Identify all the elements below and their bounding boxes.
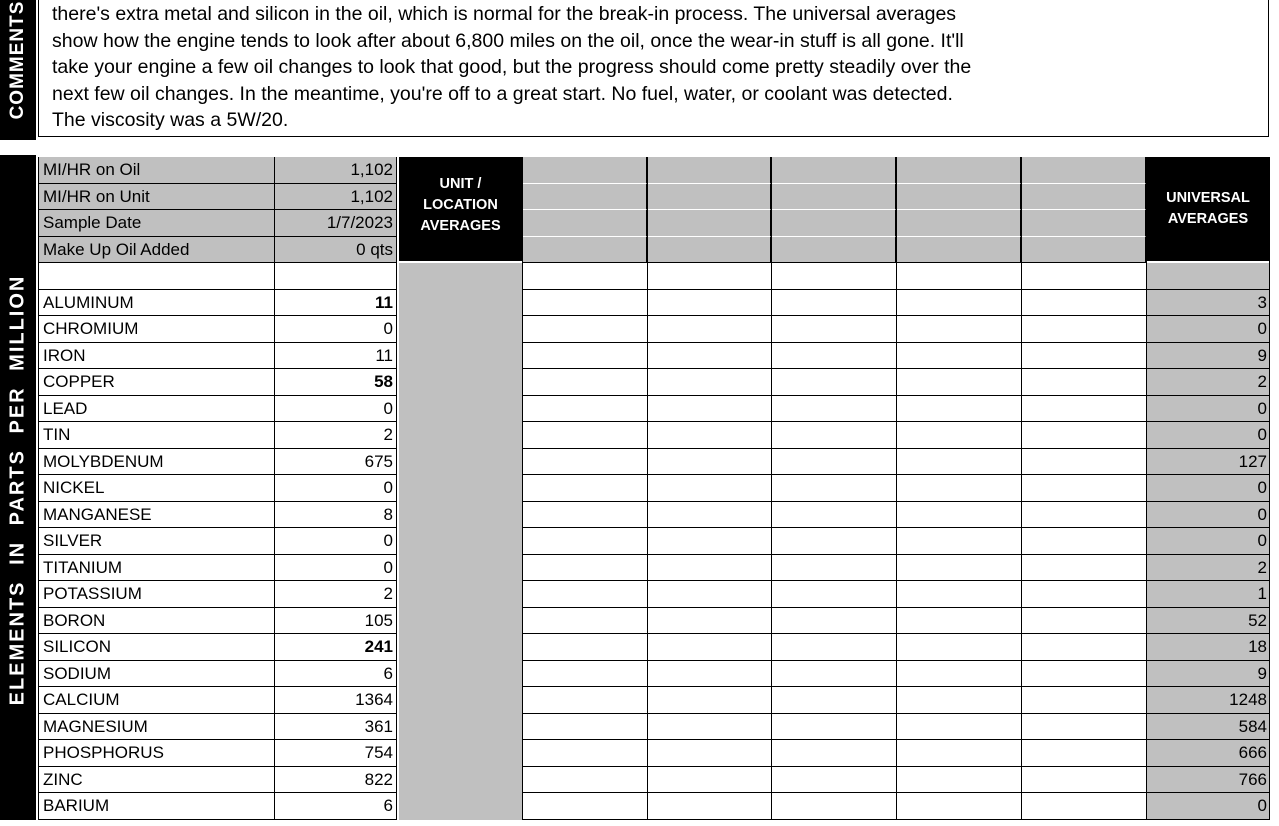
history-header-cell bbox=[1021, 210, 1146, 237]
history-gridline bbox=[522, 607, 1146, 608]
sample-info-value: 0 qts bbox=[275, 237, 397, 264]
universal-average-value: 127 bbox=[1146, 449, 1270, 476]
element-value: 754 bbox=[275, 740, 397, 767]
element-value: 1364 bbox=[275, 687, 397, 714]
history-gridline bbox=[522, 501, 1146, 502]
elements-label: ELEMENTS IN PARTS PER MILLION bbox=[6, 274, 29, 706]
history-header-cell bbox=[1021, 184, 1146, 211]
history-header-cell bbox=[896, 210, 1021, 237]
sample-info-label: Sample Date bbox=[38, 210, 275, 237]
element-name: BORON bbox=[38, 608, 275, 635]
element-name: COPPER bbox=[38, 369, 275, 396]
elements-side-label bbox=[0, 155, 36, 820]
history-gridline bbox=[522, 819, 1146, 820]
element-value: 0 bbox=[275, 396, 397, 423]
universal-average-value: 1 bbox=[1146, 581, 1270, 608]
comment-line: take your engine a few oil changes to look that good, but the progress should come pretty steadily over the bbox=[52, 56, 972, 78]
history-header-cell bbox=[647, 157, 771, 184]
history-gridline bbox=[522, 686, 1146, 687]
universal-average-value: 1248 bbox=[1146, 687, 1270, 714]
element-name: LEAD bbox=[38, 396, 275, 423]
element-name: PHOSPHORUS bbox=[38, 740, 275, 767]
comments-text bbox=[52, 1, 1252, 134]
element-name: BARIUM bbox=[38, 793, 275, 820]
comment-line: The viscosity was a 5W/20. bbox=[52, 109, 289, 131]
history-header-cell bbox=[522, 184, 647, 211]
history-column-divider bbox=[1021, 157, 1022, 820]
element-value: 0 bbox=[275, 528, 397, 555]
element-value: 11 bbox=[275, 290, 397, 317]
element-name: SODIUM bbox=[38, 661, 275, 688]
universal-average-value: 0 bbox=[1146, 793, 1270, 820]
history-column-divider bbox=[771, 157, 772, 820]
element-name: TIN bbox=[38, 422, 275, 449]
history-gridline bbox=[522, 395, 1146, 396]
element-value: 0 bbox=[275, 316, 397, 343]
element-value: 105 bbox=[275, 608, 397, 635]
universal-header-line: UNIVERSAL bbox=[1166, 190, 1250, 206]
element-value: 822 bbox=[275, 767, 397, 794]
history-gridline bbox=[522, 739, 1146, 740]
history-gridline bbox=[522, 580, 1146, 581]
spacer-row-value bbox=[275, 263, 397, 290]
universal-average-value: 2 bbox=[1146, 555, 1270, 582]
element-name: CHROMIUM bbox=[38, 316, 275, 343]
element-name: NICKEL bbox=[38, 475, 275, 502]
history-header-cell bbox=[896, 184, 1021, 211]
history-header-cell bbox=[1021, 157, 1146, 184]
universal-average-value: 0 bbox=[1146, 422, 1270, 449]
universal-average-value: 766 bbox=[1146, 767, 1270, 794]
sample-info-label: MI/HR on Oil bbox=[38, 157, 275, 184]
history-gridline bbox=[522, 262, 1146, 263]
element-name: SILVER bbox=[38, 528, 275, 555]
history-gridline bbox=[522, 342, 1146, 343]
history-gridline bbox=[522, 633, 1146, 634]
element-name: IRON bbox=[38, 343, 275, 370]
element-value: 2 bbox=[275, 581, 397, 608]
universal-header-line: AVERAGES bbox=[1167, 211, 1249, 227]
history-gridline bbox=[522, 421, 1146, 422]
history-gridline bbox=[522, 713, 1146, 714]
history-header-cell bbox=[522, 157, 647, 184]
history-header-cell bbox=[647, 184, 771, 211]
element-value: 11 bbox=[275, 343, 397, 370]
universal-average-value: 9 bbox=[1146, 661, 1270, 688]
comment-line: there's extra metal and silicon in the oil, which is normal for the break-in process. The universal averages bbox=[52, 3, 957, 25]
element-value: 8 bbox=[275, 502, 397, 529]
universal-average-value: 0 bbox=[1146, 502, 1270, 529]
element-value: 241 bbox=[275, 634, 397, 661]
history-header-cell bbox=[771, 184, 896, 211]
history-column-divider bbox=[522, 157, 523, 820]
element-value: 58 bbox=[275, 369, 397, 396]
universal-average-value: 0 bbox=[1146, 528, 1270, 555]
universal-average-value: 18 bbox=[1146, 634, 1270, 661]
element-name: MANGANESE bbox=[38, 502, 275, 529]
element-name: SILICON bbox=[38, 634, 275, 661]
history-gridline bbox=[522, 554, 1146, 555]
universal-average-value: 3 bbox=[1146, 290, 1270, 317]
history-gridline bbox=[522, 368, 1146, 369]
element-name: POTASSIUM bbox=[38, 581, 275, 608]
history-column-divider bbox=[896, 157, 897, 820]
history-gridline bbox=[522, 474, 1146, 475]
history-header-cell bbox=[771, 210, 896, 237]
unit-location-header-line: AVERAGES bbox=[420, 218, 501, 234]
comments-side-label bbox=[0, 0, 36, 140]
universal-right-border bbox=[1269, 261, 1270, 820]
sample-info-label: Make Up Oil Added bbox=[38, 237, 275, 264]
element-value: 2 bbox=[275, 422, 397, 449]
universal-averages-header bbox=[1146, 157, 1270, 261]
element-name: ZINC bbox=[38, 767, 275, 794]
comments-section bbox=[0, 0, 1279, 140]
sample-info-value: 1/7/2023 bbox=[275, 210, 397, 237]
history-column-divider bbox=[647, 157, 648, 820]
universal-average-value: 584 bbox=[1146, 714, 1270, 741]
history-header-cell bbox=[1021, 237, 1146, 264]
element-value: 0 bbox=[275, 555, 397, 582]
element-name: TITANIUM bbox=[38, 555, 275, 582]
comments-label: COMMENTS bbox=[7, 0, 28, 120]
history-header-cell bbox=[896, 237, 1021, 264]
unit-location-header-line: UNIT / bbox=[439, 176, 482, 192]
unit-location-header-line: LOCATION bbox=[423, 197, 498, 213]
comment-line: next few oil changes. In the meantime, you're off to a great start. No fuel, water, or coolant was detected. bbox=[52, 82, 953, 105]
history-gridline bbox=[522, 792, 1146, 793]
element-value: 675 bbox=[275, 449, 397, 476]
element-name: CALCIUM bbox=[38, 687, 275, 714]
element-value: 361 bbox=[275, 714, 397, 741]
history-gridline bbox=[522, 315, 1146, 316]
history-gridline bbox=[522, 660, 1146, 661]
universal-average-value: 666 bbox=[1146, 740, 1270, 767]
history-gridline bbox=[522, 527, 1146, 528]
history-header-cell bbox=[647, 210, 771, 237]
history-header-cell bbox=[896, 157, 1021, 184]
history-header-cell bbox=[771, 157, 896, 184]
sample-info-label: MI/HR on Unit bbox=[38, 184, 275, 211]
element-name: ALUMINUM bbox=[38, 290, 275, 317]
comment-line: show how the engine tends to look after about 6,800 miles on the oil, once the wear-in stuff is all gone. It'll bbox=[52, 29, 964, 52]
history-header-cell bbox=[771, 237, 896, 264]
history-gridline bbox=[522, 448, 1146, 449]
history-gridline bbox=[522, 289, 1146, 290]
universal-average-value: 9 bbox=[1146, 343, 1270, 370]
history-header-cell bbox=[522, 210, 647, 237]
universal-spacer-cell bbox=[1146, 263, 1270, 290]
universal-average-value: 0 bbox=[1146, 475, 1270, 502]
element-value: 6 bbox=[275, 793, 397, 820]
sample-info-value: 1,102 bbox=[275, 157, 397, 184]
sample-info-value: 1,102 bbox=[275, 184, 397, 211]
unit-location-column bbox=[399, 263, 522, 820]
spacer-row-label bbox=[38, 263, 275, 290]
history-gridline bbox=[522, 766, 1146, 767]
element-value: 0 bbox=[275, 475, 397, 502]
universal-average-value: 0 bbox=[1146, 316, 1270, 343]
universal-average-value: 52 bbox=[1146, 608, 1270, 635]
history-header-cell bbox=[522, 237, 647, 264]
element-value: 6 bbox=[275, 661, 397, 688]
universal-average-value: 0 bbox=[1146, 396, 1270, 423]
universal-average-value: 2 bbox=[1146, 369, 1270, 396]
element-name: MOLYBDENUM bbox=[38, 449, 275, 476]
element-name: MAGNESIUM bbox=[38, 714, 275, 741]
history-header-cell bbox=[647, 237, 771, 264]
unit-location-header bbox=[399, 157, 522, 261]
